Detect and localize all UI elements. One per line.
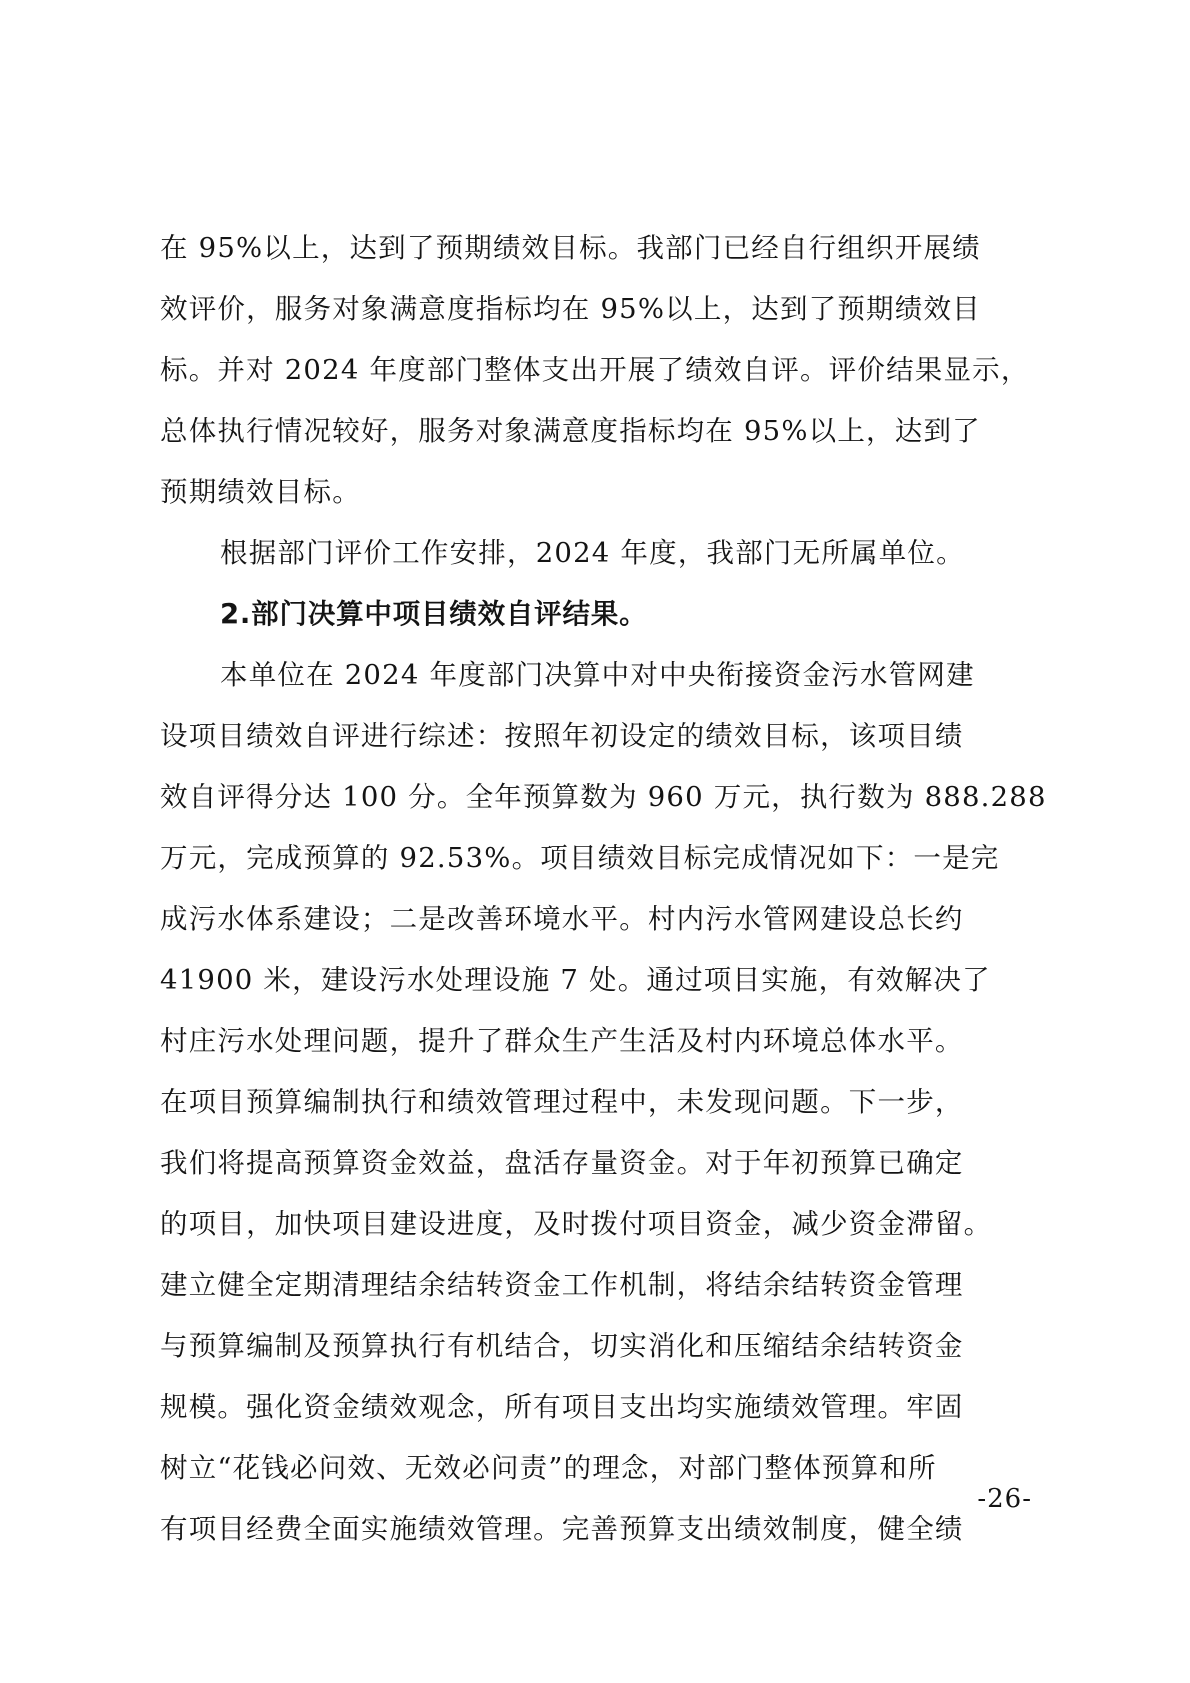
text-line: 标。并对 2024 年度部门整体支出开展了绩效自评。评价结果显示， [160, 354, 1030, 386]
text-line: 设项目绩效自评进行综述：按照年初设定的绩效目标，该项目绩 [160, 720, 964, 752]
body-text [160, 218, 1047, 1560]
text-line: 我们将提高预算资金效益，盘活存量资金。对于年初预算已确定 [160, 1147, 964, 1179]
text-line: 规模。强化资金绩效观念，所有项目支出均实施绩效管理。牢固 [160, 1391, 964, 1423]
section-heading: 2.部门决算中项目绩效自评结果。 [220, 598, 648, 630]
text-line: 建立健全定期清理结余结转资金工作机制，将结余结转资金管理 [160, 1269, 964, 1301]
text-line: 总体执行情况较好，服务对象满意度指标均在 95%以上，达到了 [160, 415, 981, 447]
text-line: 在项目预算编制执行和绩效管理过程中，未发现问题。下一步， [160, 1086, 964, 1118]
text-line: 与预算编制及预算执行有机结合，切实消化和压缩结余结转资金 [160, 1330, 964, 1362]
text-line: 成污水体系建设；二是改善环境水平。村内污水管网建设总长约 [160, 903, 964, 935]
text-line: 万元，完成预算的 92.53%。项目绩效目标完成情况如下：一是完 [160, 842, 1000, 874]
paragraph-start-line: 根据部门评价工作安排，2024 年度，我部门无所属单位。 [220, 537, 965, 569]
text-line: 的项目，加快项目建设进度，及时拨付项目资金，减少资金滞留。 [160, 1208, 993, 1240]
text-line: 村庄污水处理问题，提升了群众生产生活及村内环境总体水平。 [160, 1025, 964, 1057]
text-line: 效评价，服务对象满意度指标均在 95%以上，达到了预期绩效目 [160, 293, 981, 325]
text-line: 有项目经费全面实施绩效管理。完善预算支出绩效制度，健全绩 [160, 1513, 964, 1545]
text-line: 预期绩效目标。 [160, 476, 361, 508]
page-number: -26- [977, 1484, 1032, 1514]
text-line: 在 95%以上，达到了预期绩效目标。我部门已经自行组织开展绩 [160, 232, 981, 264]
text-line: 树立“花钱必问效、无效必问责”的理念，对部门整体预算和所 [160, 1452, 937, 1484]
text-line: 41900 米，建设污水处理设施 7 处。通过项目实施，有效解决了 [160, 964, 991, 996]
text-line: 效自评得分达 100 分。全年预算数为 960 万元，执行数为 888.288 [160, 781, 1047, 813]
paragraph-start-line: 本单位在 2024 年度部门决算中对中央衔接资金污水管网建 [220, 659, 975, 691]
